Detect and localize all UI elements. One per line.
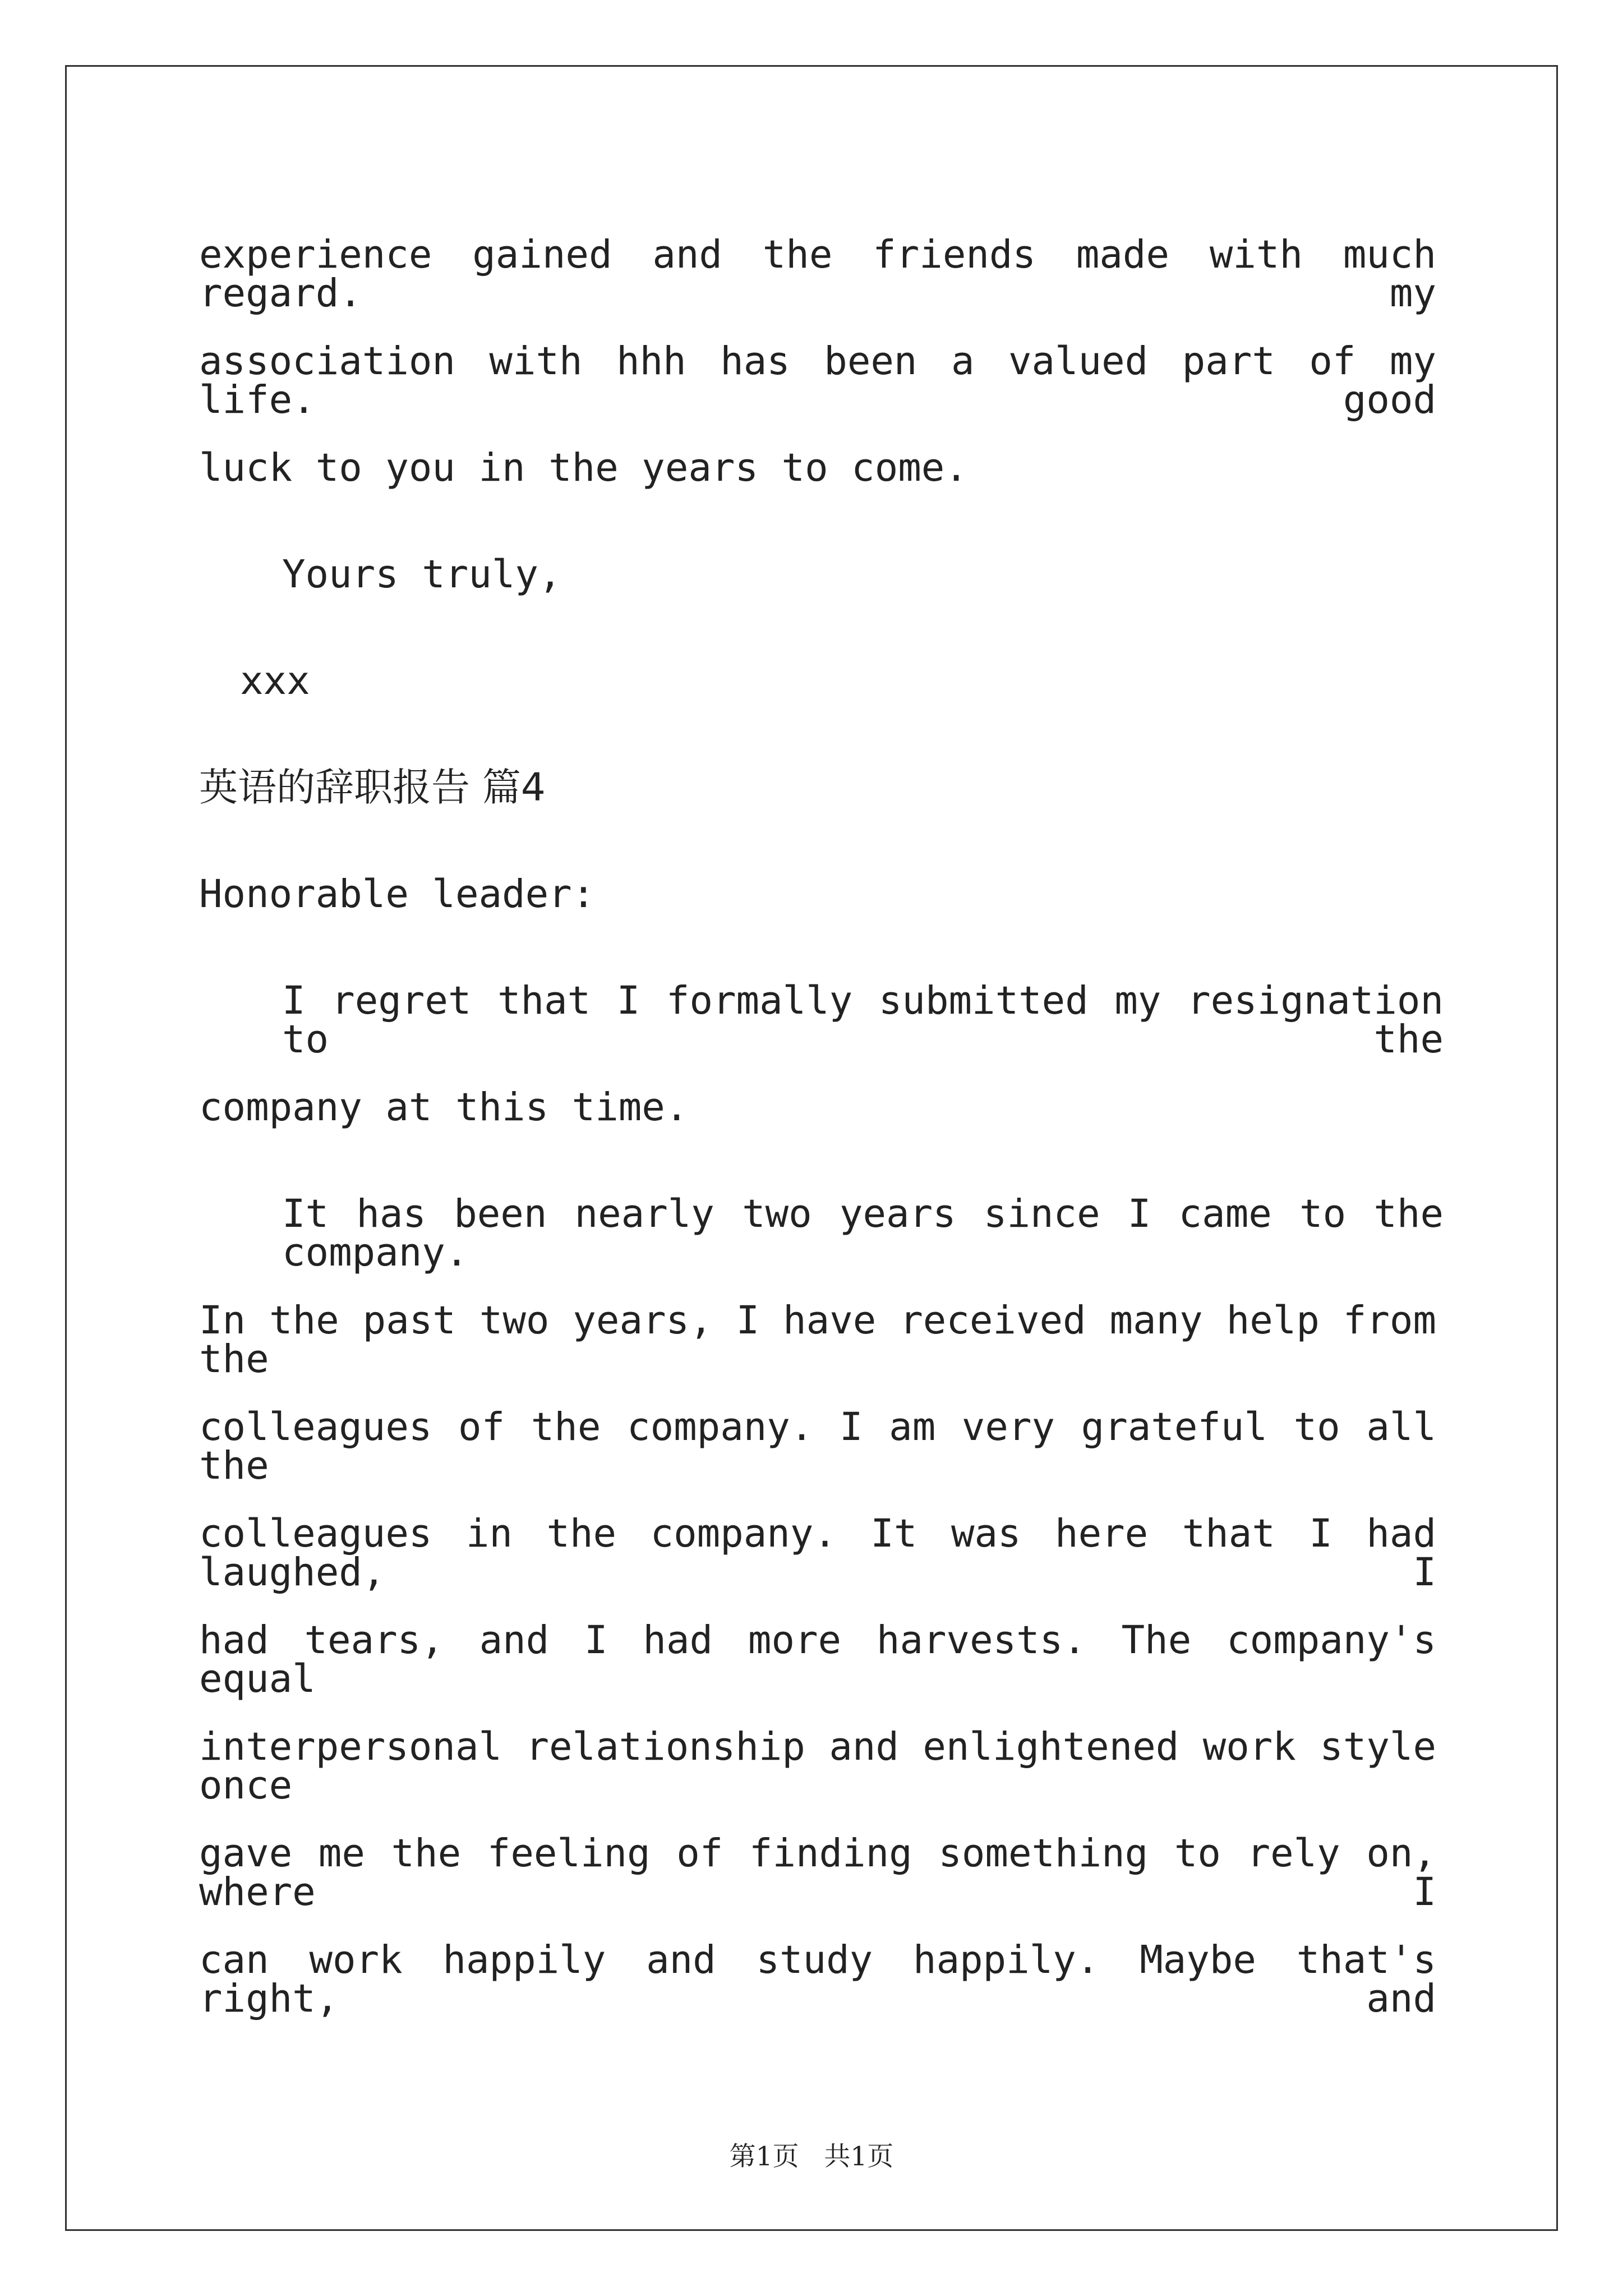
- body-line-3: luck to you in the years to come.: [199, 445, 968, 490]
- body-line-13: colleagues in the company. It was here that I had laughed, I: [199, 1511, 1436, 1595]
- signature-line: xxx: [240, 659, 310, 703]
- body-line-12: colleagues of the company. I am very grateful to all the: [199, 1405, 1436, 1488]
- body-line-10: It has been nearly two years since I came to the company.: [282, 1191, 1444, 1275]
- body-line-2: association with hhh has been a valued part of my life. good: [199, 339, 1436, 422]
- body-line-14: had tears, and I had more harvests. The company's equal: [199, 1618, 1436, 1701]
- closing-line: Yours truly,: [282, 552, 562, 597]
- body-line-8: I regret that I formally submitted my resignation to the: [282, 978, 1444, 1062]
- body-line-15: interpersonal relationship and enlightened work style once: [199, 1724, 1436, 1808]
- body-line-11: In the past two years, I have received many help from the: [199, 1298, 1436, 1382]
- body-line-16: gave me the feeling of finding something to rely on, where I: [199, 1831, 1436, 1915]
- body-line-9: company at this time.: [199, 1085, 689, 1130]
- body-line-17: can work happily and study happily. Maybe that's right, and: [199, 1938, 1436, 2021]
- salutation-line: Honorable leader:: [199, 872, 596, 917]
- page-footer: 第1页 共1页: [729, 2141, 894, 2172]
- section-heading: 英语的辞职报告 篇4: [199, 765, 546, 810]
- body-line-1: experience gained and the friends made with much regard. my: [199, 232, 1436, 316]
